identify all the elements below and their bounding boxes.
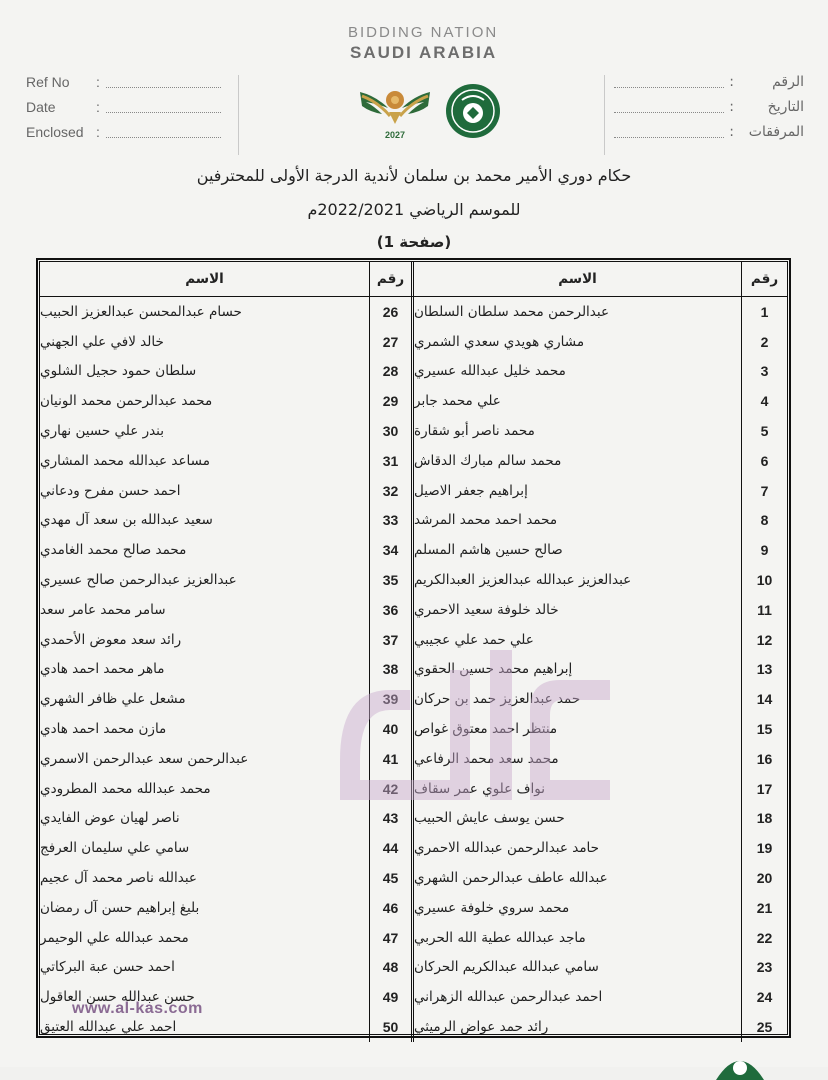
- letterhead-fields-arabic: [614, 70, 804, 145]
- referee-name-col1: سامي عبدالله عبدالكريم الحركان: [414, 959, 599, 976]
- referee-name-col1: صالح حسين هاشم المسلم: [414, 542, 563, 559]
- enclosed-field: Enclosed :: [26, 120, 221, 145]
- table-row: [40, 684, 787, 714]
- table-row: [40, 655, 787, 685]
- referee-number-col2: 37: [369, 625, 412, 655]
- referee-name-col1: ماجد عبدالله عطية الله الحربي: [414, 929, 586, 946]
- referee-number-col1: 7: [741, 476, 787, 506]
- referee-number-col2: 44: [369, 833, 412, 863]
- referee-name-col1: محمد احمد محمد المرشد: [414, 512, 558, 529]
- table-row: [40, 327, 787, 357]
- letterhead-divider-left: [238, 75, 239, 155]
- table-row: [40, 416, 787, 446]
- table-row: [40, 923, 787, 953]
- referee-name-col2: مازن محمد احمد هادي: [40, 721, 167, 738]
- referee-number-col2: 45: [369, 863, 412, 893]
- referee-name-col2: احمد علي عبدالله العتيق: [40, 1019, 177, 1036]
- table-row: [40, 774, 787, 804]
- table-row: [40, 535, 787, 565]
- referee-number-col1: 1: [741, 297, 787, 327]
- table-row: [40, 446, 787, 476]
- referee-name-col1: مشاري هويدي سعدي الشمري: [414, 333, 585, 350]
- referee-name-col2: مشعل علي ظافر الشهري: [40, 691, 186, 708]
- header-name-col1: الاسم: [558, 271, 597, 287]
- table-row: [40, 506, 787, 536]
- referee-number-col1: 21: [741, 893, 787, 923]
- referee-number-col2: 50: [369, 1012, 412, 1042]
- bid-year-label: 2027: [384, 130, 406, 140]
- referee-number-col2: 34: [369, 535, 412, 565]
- table-row: [40, 386, 787, 416]
- referee-name-col1: محمد سعد محمد الرفاعي: [414, 750, 559, 767]
- referee-number-col2: 35: [369, 565, 412, 595]
- referee-number-col1: 25: [741, 1012, 787, 1042]
- referee-name-col2: بندر علي حسين نهاري: [40, 423, 165, 440]
- date-field: Date :: [26, 95, 221, 120]
- referee-name-col1: حسن يوسف عايش الحبيب: [414, 810, 565, 827]
- referee-name-col1: محمد سروي خلوفة عسيري: [414, 899, 570, 916]
- referee-name-col2: محمد عبدالرحمن محمد الونيان: [40, 393, 213, 410]
- referee-number-col1: 12: [741, 625, 787, 655]
- referee-name-col1: محمد خليل عبدالله عسيري: [414, 363, 566, 380]
- header-num-col2: رقم: [369, 262, 412, 296]
- bid-2027-logo-icon: [356, 78, 434, 144]
- referee-number-col1: 14: [741, 684, 787, 714]
- table-row: [40, 714, 787, 744]
- referee-number-col1: 23: [741, 953, 787, 983]
- table-row: [40, 804, 787, 834]
- referee-name-col2: عبدالرحمن سعد عبدالرحمن الاسمري: [40, 750, 249, 767]
- date-field-ar: التاريخ :: [614, 95, 804, 120]
- referee-number-col2: 46: [369, 893, 412, 923]
- document-title: حكام دوري الأمير محمد بن سلمان لأندية الدرجة الأولى للمحترفين: [196, 166, 632, 185]
- referee-number-col1: 3: [741, 357, 787, 387]
- referee-number-col2: 28: [369, 357, 412, 387]
- referee-name-col1: رائد حمد عواض الرميثي: [414, 1019, 549, 1036]
- referee-number-col2: 33: [369, 506, 412, 536]
- referee-number-col1: 5: [741, 416, 787, 446]
- header-num-col1: رقم: [741, 262, 787, 296]
- table-row: [40, 953, 787, 983]
- referee-number-col1: 8: [741, 506, 787, 536]
- table-row: [40, 744, 787, 774]
- referee-number-col1: 6: [741, 446, 787, 476]
- referee-name-col2: حسن عبدالله حسن العاقول: [40, 989, 195, 1006]
- referee-name-col1: عبدالله عاطف عبدالرحمن الشهري: [414, 870, 608, 887]
- table-row: [40, 565, 787, 595]
- letterhead-divider-right: [604, 75, 605, 155]
- page-label: (صفحة 1): [376, 233, 452, 251]
- referee-number-col1: 20: [741, 863, 787, 893]
- federation-logo-icon: [444, 82, 502, 140]
- ref-no-field: Ref No :: [26, 70, 221, 95]
- referee-number-col1: 10: [741, 565, 787, 595]
- referee-number-col1: 4: [741, 386, 787, 416]
- referee-number-col1: 24: [741, 982, 787, 1012]
- table-row: [40, 893, 787, 923]
- referee-name-col2: سامي علي سليمان العرفج: [40, 840, 190, 857]
- referee-number-col1: 22: [741, 923, 787, 953]
- header-name-col2: الاسم: [185, 271, 224, 287]
- referee-name-col1: محمد ناصر أبو شقارة: [414, 423, 535, 440]
- referee-number-col1: 17: [741, 774, 787, 804]
- referee-name-col2: ناصر لهيان عوض الفايدي: [40, 810, 180, 827]
- referee-number-col1: 9: [741, 535, 787, 565]
- referee-name-col2: سلطان حمود حجيل الشلوي: [40, 363, 197, 380]
- referee-number-col2: 43: [369, 804, 412, 834]
- referee-number-col1: 11: [741, 595, 787, 625]
- referee-name-col1: إبراهيم محمد حسين الحقوي: [414, 661, 573, 678]
- referee-number-col1: 13: [741, 655, 787, 685]
- referee-name-col2: سامر محمد عامر سعد: [40, 601, 166, 618]
- referee-name-col1: حامد عبدالرحمن عبدالله الاحمري: [414, 840, 600, 857]
- referee-name-col1: عبدالرحمن محمد سلطان السلطان: [414, 303, 610, 320]
- referee-name-col2: محمد صالح محمد الغامدي: [40, 542, 187, 559]
- referee-name-col1: نواف علوي عمر سقاف: [414, 780, 545, 797]
- referee-number-col2: 48: [369, 953, 412, 983]
- referee-name-col2: احمد حسن عبة البركاتي: [40, 959, 175, 976]
- enclosed-field-ar: المرفقات :: [614, 120, 804, 145]
- referee-name-col2: ماهر محمد احمد هادي: [40, 661, 165, 678]
- referee-number-col2: 32: [369, 476, 412, 506]
- referee-name-col1: علي حمد علي عجيبي: [414, 631, 534, 648]
- referee-name-col2: خالد لافي علي الجهني: [40, 333, 164, 350]
- watermark-url: www.al-kas.com: [72, 1000, 203, 1017]
- table-row: [40, 297, 787, 327]
- referee-number-col2: 38: [369, 655, 412, 685]
- referee-number-col1: 16: [741, 744, 787, 774]
- referee-name-col2: عبدالعزيز عبدالرحمن صالح عسيري: [40, 572, 237, 589]
- referee-number-col2: 27: [369, 327, 412, 357]
- referee-number-col2: 36: [369, 595, 412, 625]
- table-row: [40, 625, 787, 655]
- referee-name-col2: مساعد عبدالله محمد المشاري: [40, 452, 210, 469]
- referee-number-col1: 18: [741, 804, 787, 834]
- ref-no-field-ar: الرقم :: [614, 70, 804, 95]
- referee-number-col2: 29: [369, 386, 412, 416]
- referee-name-col2: رائد سعد معوض الأحمدي: [40, 631, 182, 648]
- referee-name-col1: علي محمد جابر: [414, 393, 501, 410]
- referee-number-col1: 19: [741, 833, 787, 863]
- referee-name-col1: منتظر احمد معتوق غواص: [414, 721, 558, 738]
- referee-number-col2: 30: [369, 416, 412, 446]
- season-subtitle: للموسم الرياضي 2022/2021م: [307, 200, 521, 219]
- referee-number-col2: 31: [369, 446, 412, 476]
- table-header: [40, 262, 787, 297]
- referee-name-col1: إبراهيم جعفر الاصيل: [414, 482, 528, 499]
- referee-name-col1: محمد سالم مبارك الدقاش: [414, 452, 562, 469]
- table-row: [40, 595, 787, 625]
- referee-name-col1: حمد عبدالعزيز حمد بن حركان: [414, 691, 581, 708]
- table-row: [40, 833, 787, 863]
- referee-name-col2: محمد عبدالله محمد المطرودي: [40, 780, 211, 797]
- referee-name-col2: محمد عبدالله علي الوحيمر: [40, 929, 189, 946]
- table-row: [40, 476, 787, 506]
- referee-name-col2: حسام عبدالمحسن عبدالعزيز الحبيب: [40, 303, 242, 320]
- referee-name-col2: بليغ إبراهيم حسن آل رمضان: [40, 899, 200, 916]
- referee-name-col2: عبدالله ناصر محمد آل عجيم: [40, 870, 197, 887]
- referee-number-col1: 15: [741, 714, 787, 744]
- table-row: [40, 357, 787, 387]
- referees-table: [40, 262, 787, 1042]
- referee-number-col2: 26: [369, 297, 412, 327]
- referee-number-col2: 40: [369, 714, 412, 744]
- referee-number-col2: 47: [369, 923, 412, 953]
- referee-name-col2: احمد حسن مفرح ودعاني: [40, 482, 181, 499]
- referee-number-col2: 41: [369, 744, 412, 774]
- referee-number-col2: 49: [369, 982, 412, 1012]
- referee-number-col2: 39: [369, 684, 412, 714]
- referee-number-col1: 2: [741, 327, 787, 357]
- brand-line-2: SAUDI ARABIA: [350, 43, 498, 62]
- table-row: [40, 863, 787, 893]
- referee-number-col2: 42: [369, 774, 412, 804]
- referee-name-col1: خالد خلوفة سعيد الاحمري: [414, 601, 559, 618]
- referee-name-col1: عبدالعزيز عبدالله عبدالعزيز العبدالكريم: [414, 572, 632, 589]
- letterhead-fields-english: [26, 70, 221, 145]
- brand-line-1: BIDDING NATION: [348, 24, 499, 41]
- footer-emblem-icon: [712, 1040, 768, 1080]
- referee-name-col2: سعيد عبدالله بن سعد آل مهدي: [40, 512, 213, 529]
- referee-name-col1: احمد عبدالرحمن عبدالله الزهراني: [414, 989, 603, 1006]
